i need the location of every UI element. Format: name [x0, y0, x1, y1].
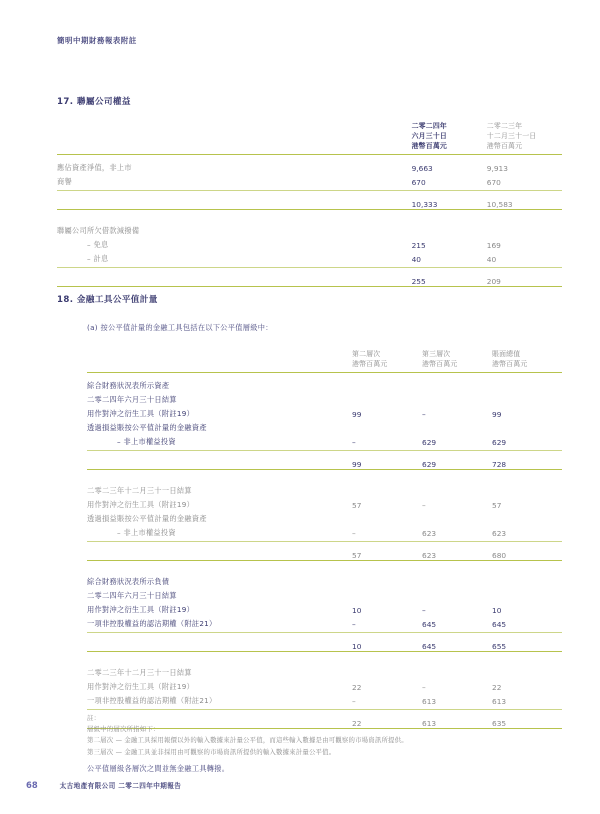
row-value-level2: 57 — [352, 501, 362, 510]
row-value-total: 99 — [492, 410, 502, 419]
row-value-2023: 670 — [486, 178, 501, 187]
row-value-2024: 670 — [411, 178, 426, 187]
period-row — [87, 587, 562, 601]
liabilities-heading-row — [87, 573, 562, 587]
row-label: 聯屬公司所欠借款減撥備 — [57, 226, 140, 235]
row-label: – 計息 — [87, 254, 109, 263]
subtotal-row — [57, 195, 562, 209]
subtotal-total: 728 — [492, 460, 507, 469]
note-18-number: 18. — [57, 295, 74, 305]
note-17-table — [57, 121, 562, 287]
table-row — [87, 433, 562, 447]
column-header-line1: 二零二三年 — [486, 122, 523, 130]
period-label: 二零二四年六月三十日結算 — [87, 395, 177, 404]
period-label: 二零二三年十二月三十一日結算 — [87, 668, 192, 677]
subtotal-level3: 613 — [422, 719, 437, 728]
note-17-heading: 聯屬公司權益 — [76, 97, 131, 107]
subtotal-value-2024: 10,333 — [411, 200, 438, 209]
row-value-total: 623 — [492, 529, 507, 538]
period-row — [87, 482, 562, 496]
subtotal-value-2023: 10,583 — [486, 200, 513, 209]
notes-title: 註： — [87, 714, 101, 722]
subtotal-label — [87, 546, 352, 560]
table-row — [87, 678, 562, 692]
row-label: 用作對沖之衍生工具（附註19） — [87, 605, 195, 614]
table-header-row — [57, 121, 562, 151]
row-value-level2: 99 — [352, 410, 362, 419]
row-value-total: 645 — [492, 620, 507, 629]
page-number: 68 — [26, 780, 38, 790]
header-spacer — [87, 349, 352, 369]
spacer — [57, 210, 562, 223]
subtotal-value-2023: 209 — [486, 277, 501, 286]
table-row — [87, 419, 562, 433]
footer-company-text: 太古地產有限公司 二零二四年中期報告 — [59, 782, 182, 790]
table-row — [87, 692, 562, 706]
spacer — [87, 470, 562, 483]
page-footer — [26, 780, 181, 790]
row-value-level3: 613 — [422, 697, 437, 706]
row-label: – 免息 — [87, 240, 109, 249]
note-17-number: 17. — [57, 97, 74, 107]
period-label: 二零二三年十二月三十一日結算 — [87, 486, 192, 495]
column-header-line2: 港幣百萬元 — [422, 360, 458, 368]
column-header-2023 — [487, 121, 562, 151]
subtotal-total: 680 — [492, 551, 507, 560]
subtotal-level2: 99 — [352, 460, 362, 469]
subtotal-label — [87, 455, 352, 469]
table-row — [87, 496, 562, 510]
subtotal-level3: 623 — [422, 551, 437, 560]
running-header: 簡明中期財務報表附註 — [57, 36, 137, 45]
row-value-level3: – — [422, 410, 426, 419]
row-label: 應佔資產淨值，非上市 — [57, 163, 132, 172]
closing-statement: 公平值層級各層次之間並無金融工具轉撥。 — [87, 764, 230, 773]
row-value-2024: 215 — [411, 241, 426, 250]
column-header-line3: 港幣百萬元 — [486, 142, 523, 150]
spacer — [87, 652, 562, 665]
row-value-level3: 629 — [422, 438, 437, 447]
subtotal-row — [57, 272, 562, 286]
subtotal-label — [87, 637, 352, 651]
row-label: 商譽 — [57, 177, 72, 186]
table-row — [57, 250, 562, 264]
row-value-level2: – — [352, 620, 356, 629]
row-value-level2 — [352, 419, 422, 433]
row-value-2023: 9,913 — [486, 164, 508, 173]
row-label: 用作對沖之衍生工具（附註19） — [87, 682, 195, 691]
row-value-level3 — [422, 510, 492, 524]
table-row — [57, 173, 562, 187]
table-row — [57, 159, 562, 173]
spacer — [87, 561, 562, 574]
column-header-line2: 十二月三十一日 — [486, 132, 537, 140]
row-value-2024: 9,663 — [411, 164, 433, 173]
column-header-line2: 六月三十日 — [411, 132, 448, 140]
row-value-total: 613 — [492, 697, 507, 706]
table-header-row — [87, 349, 562, 369]
row-value-level3: – — [422, 683, 426, 692]
note-17-section — [0, 95, 600, 287]
note-18-title — [57, 293, 600, 305]
row-value-total: 629 — [492, 438, 507, 447]
row-value-2024 — [412, 222, 487, 236]
row-label: 透過損益賬按公平值計量的金融資產 — [87, 514, 207, 523]
row-label: – 非上市權益投資 — [117, 437, 176, 446]
column-header-line3: 港幣百萬元 — [411, 142, 448, 150]
notes-line-1: 層級中的層次所指如下： — [87, 725, 160, 734]
subtotal-label — [57, 272, 412, 286]
subtotal-bottom-rule — [57, 286, 562, 287]
row-label: 一項非控股權益的認沽期權（附註21） — [87, 696, 217, 705]
notes-line-2: 第二層次 — 金融工具採用報價以外的輸入數據來計量公平值，而這些輸入數據是由可觀察的市場資訊所提供。 — [87, 736, 408, 745]
period-row — [87, 391, 562, 405]
row-label: 用作對沖之衍生工具（附註19） — [87, 500, 195, 509]
row-value-level2: – — [352, 697, 356, 706]
row-value-2023: 169 — [486, 241, 501, 250]
column-header-2024 — [412, 121, 487, 151]
period-label: 二零二四年六月三十日結算 — [87, 591, 177, 600]
row-value-level2: – — [352, 438, 356, 447]
column-header-level3 — [422, 349, 492, 369]
table-row-group-label — [57, 222, 562, 236]
subtotal-total: 635 — [492, 719, 507, 728]
row-label: 透過損益賬按公平值計量的金融資產 — [87, 423, 207, 432]
column-header-level2 — [352, 349, 422, 369]
row-value-2024: 40 — [411, 255, 421, 264]
column-header-line1: 第二層次 — [352, 350, 381, 358]
fair-value-notes — [87, 713, 408, 758]
row-value-level2: 10 — [352, 606, 362, 615]
row-value-level2: 22 — [352, 683, 362, 692]
header-spacer — [57, 121, 412, 151]
column-header-line2: 港幣百萬元 — [492, 360, 528, 368]
subtotal-value-2024: 255 — [411, 277, 426, 286]
column-header-line1: 二零二四年 — [411, 122, 448, 130]
subtotal-level2: 22 — [352, 719, 362, 728]
subtotal-level2: 10 — [352, 642, 362, 651]
subtotal-row — [87, 455, 562, 469]
section-heading: 綜合財務狀況表所示負債 — [87, 577, 170, 586]
subtotal-total: 655 — [492, 642, 507, 651]
row-value-level3: 623 — [422, 529, 437, 538]
row-value-level3 — [422, 419, 492, 433]
table-row — [87, 601, 562, 615]
note-18-section — [0, 293, 600, 729]
table-row — [87, 510, 562, 524]
row-label: 用作對沖之衍生工具（附註19） — [87, 409, 195, 418]
assets-heading-row — [87, 377, 562, 391]
column-header-line1: 賬面總值 — [492, 350, 521, 358]
row-value-level2: – — [352, 529, 356, 538]
row-label: – 非上市權益投資 — [117, 528, 176, 537]
table-row — [87, 615, 562, 629]
subtotal-label — [57, 195, 412, 209]
period-row — [87, 664, 562, 678]
section-heading: 綜合財務狀況表所示資產 — [87, 381, 170, 390]
table-row — [87, 524, 562, 538]
column-header-total — [492, 349, 562, 369]
row-value-level3: 645 — [422, 620, 437, 629]
row-value-total — [492, 510, 562, 524]
row-value-total: 22 — [492, 683, 502, 692]
notes-line-3: 第三層次 — 金融工具並非採用由可觀察的市場資訊所提供的輸入數據來計量公平值。 — [87, 747, 336, 756]
subtotal-level2: 57 — [352, 551, 362, 560]
row-value-level2 — [352, 510, 422, 524]
table-row — [57, 236, 562, 250]
table-row — [87, 405, 562, 419]
subtotal-row — [87, 637, 562, 651]
row-value-2023: 40 — [486, 255, 497, 264]
subtotal-level3: 645 — [422, 642, 437, 651]
row-value-total: 10 — [492, 606, 502, 615]
subtotal-level3: 629 — [422, 460, 437, 469]
row-value-level3: – — [422, 606, 426, 615]
column-header-line2: 港幣百萬元 — [352, 360, 388, 368]
row-value-level3: – — [422, 501, 426, 510]
subtotal-row — [87, 546, 562, 560]
column-header-line1: 第三層次 — [422, 350, 451, 358]
row-label: 一項非控股權益的認沽期權（附註21） — [87, 619, 217, 628]
note-18-intro: (a) 按公平值計量的金融工具包括在以下公平值層級中： — [87, 323, 273, 332]
note-17-title — [57, 95, 600, 107]
note-18-heading: 金融工具公平值計量 — [76, 295, 158, 305]
row-value-2023 — [487, 222, 562, 236]
note-18-table — [87, 349, 562, 729]
row-value-total: 57 — [492, 501, 502, 510]
row-value-total — [492, 419, 562, 433]
